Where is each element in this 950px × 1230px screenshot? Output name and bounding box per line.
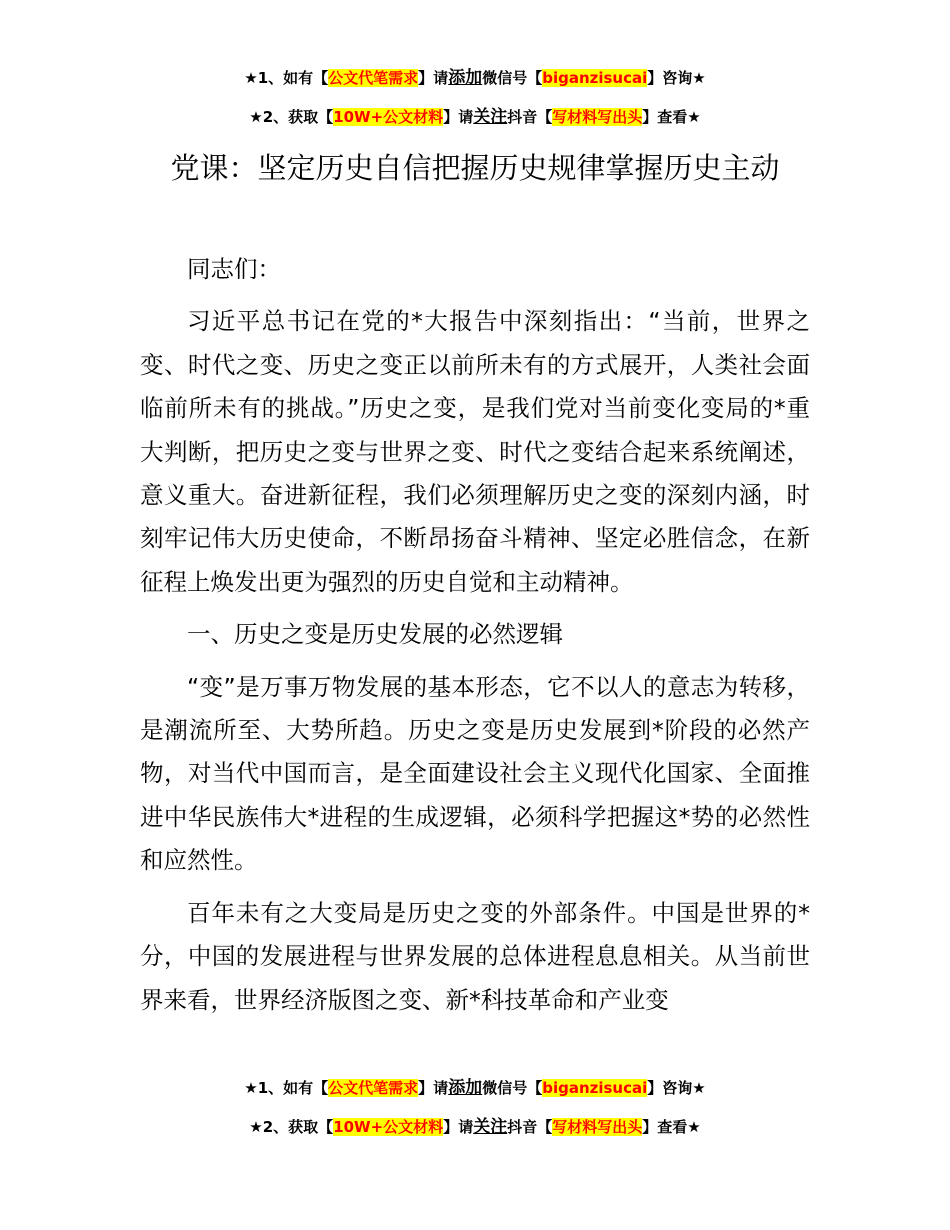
paragraph: 习近平总书记在党的*大报告中深刻指出：“当前，世界之变、时代之变、历史之变正以前所未有的方式展开，人类社会面临前所未有的挑战。”历史之变，是我们党对当前变化变局的*重大判断，把历史之变与世界之变、时代之变结合起来系统阐述，意义重大。奋进新征程，我们必须理解历史之变的深刻内涵，时刻牢记伟大历史使命，不断昂扬奋斗精神、坚定必胜信念，在新征程上焕发出更为强烈的历史自觉和主动精神。 xyxy=(140,307,810,596)
promo-text: 】咨询★ xyxy=(647,69,706,87)
paragraph: “变”是万事万物发展的基本形态，它不以人的意志为转移，是潮流所至、大势所趋。历史之变是历史发展到*阶段的必然产物，对当代中国而言，是全面建设社会主义现代化国家、全面推进中华民族伟大*进程的生成逻辑，必须科学把握这*势的必然性和应然性。 xyxy=(140,672,810,875)
promo-text: 微信号【 xyxy=(482,1079,543,1097)
promo-text: 】请 xyxy=(418,69,449,87)
section-heading: 一、历史之变是历史发展的必然逻辑 xyxy=(187,620,563,649)
promo-underlined: 添加 xyxy=(448,1078,483,1098)
promo-highlight: 公文代笔需求 xyxy=(328,69,419,87)
promo-text: 抖音【 xyxy=(507,108,553,126)
promo-text: ★1、如有【 xyxy=(244,69,329,87)
promo-line-2-bottom xyxy=(0,1116,950,1138)
promo-underlined: 添加 xyxy=(448,68,483,88)
promo-highlight: 10W+公文材料 xyxy=(333,108,444,126)
promo-highlight: 公文代笔需求 xyxy=(328,1079,419,1097)
promo-text: ★1、如有【 xyxy=(244,1079,329,1097)
paragraph: 百年未有之大变局是历史之变的外部条件。中国是世界的*分，中国的发展进程与世界发展的总体进程息息相关。从当前世界来看，世界经济版图之变、新*科技革命和产业变 xyxy=(140,898,810,1014)
promo-text: 微信号【 xyxy=(482,69,543,87)
promo-highlight: 写材料写出头 xyxy=(552,1118,643,1136)
promo-line-1-bottom xyxy=(0,1077,950,1099)
promo-text: 抖音【 xyxy=(507,1118,553,1136)
promo-text: ★2、获取【 xyxy=(249,1118,334,1136)
promo-text: 】咨询★ xyxy=(647,1079,706,1097)
promo-text: 】请 xyxy=(443,1118,474,1136)
promo-line-2 xyxy=(0,106,950,128)
promo-text: 】请 xyxy=(443,108,474,126)
promo-text: 】查看★ xyxy=(642,108,701,126)
document-body xyxy=(140,248,810,1031)
promo-line-1 xyxy=(0,67,950,89)
promo-highlight: 写材料写出头 xyxy=(552,108,643,126)
promo-text: ★2、获取【 xyxy=(249,108,334,126)
promo-underlined: 关注 xyxy=(473,1117,508,1137)
promo-underlined: 关注 xyxy=(473,107,508,127)
promo-highlight: biganzisucai xyxy=(542,69,648,87)
salutation: 同志们： xyxy=(187,255,281,283)
promo-text: 】请 xyxy=(418,1079,449,1097)
promo-highlight: 10W+公文材料 xyxy=(333,1118,444,1136)
promo-text: 】查看★ xyxy=(642,1118,701,1136)
document-title: 党课：坚定历史自信把握历史规律掌握历史主动 xyxy=(170,151,780,185)
promo-highlight: biganzisucai xyxy=(542,1079,648,1097)
